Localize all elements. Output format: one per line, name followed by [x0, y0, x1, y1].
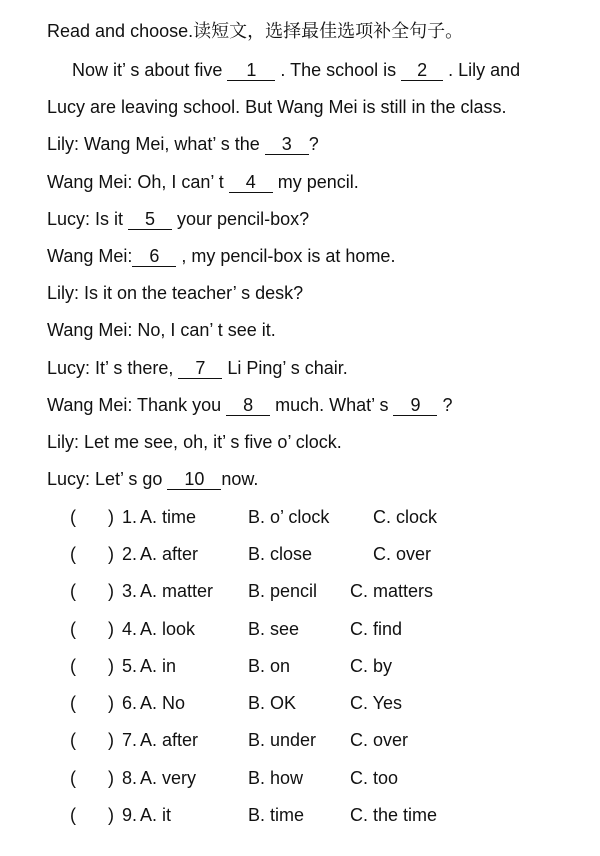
option-c: C. Yes: [350, 693, 403, 713]
question-number: 5.: [122, 656, 138, 676]
answer-paren-open: (: [70, 544, 76, 564]
question-row: [70, 506, 590, 528]
option-a: A. time: [140, 507, 197, 527]
passage-line: [47, 96, 507, 118]
passage-line: [47, 171, 359, 193]
passage-text: Lucy: Let’ s go: [47, 469, 168, 489]
question-row: [70, 543, 590, 565]
passage-text: your pencil-box?: [172, 209, 310, 229]
question-number: 7.: [122, 730, 138, 750]
passage-text: Lucy: Is it: [47, 209, 129, 229]
passage-text: Lily: Let me see, oh, it’ s five o’ clock.: [47, 432, 342, 452]
passage-text: Wang Mei:: [47, 246, 133, 266]
option-b: B. OK: [248, 693, 297, 713]
answer-paren-close: ): [108, 693, 114, 713]
question-number: 6.: [122, 693, 138, 713]
answer-paren-close: ): [108, 730, 114, 750]
passage-line: [47, 245, 395, 267]
option-b: B. close: [248, 544, 313, 564]
option-b: B. see: [248, 619, 300, 639]
answer-paren-close: ): [108, 581, 114, 601]
passage-line: [47, 319, 276, 341]
option-a: A. look: [140, 619, 196, 639]
option-a: A. very: [140, 768, 197, 788]
option-c: C. clock: [373, 507, 438, 527]
answer-paren-open: (: [70, 805, 76, 825]
answer-paren-open: (: [70, 619, 76, 639]
passage-text: , my pencil-box is at home.: [176, 246, 396, 266]
answer-paren-open: (: [70, 693, 76, 713]
passage-text: Lucy: It’ s there,: [47, 358, 179, 378]
passage-line: [47, 133, 319, 155]
question-number: 4.: [122, 619, 138, 639]
passage-text: ?: [308, 134, 319, 154]
blank-4: 4: [229, 173, 273, 193]
blank-2: 2: [401, 61, 443, 81]
passage-line: [47, 282, 303, 304]
blank-6: 6: [132, 247, 176, 267]
passage-line: [72, 59, 520, 81]
question-row: [70, 729, 590, 751]
option-b: B. time: [248, 805, 305, 825]
passage-line: [47, 431, 342, 453]
option-b: B. o’ clock: [248, 507, 330, 527]
question-number: 9.: [122, 805, 138, 825]
passage-line: [47, 468, 258, 490]
passage-text: now.: [221, 469, 259, 489]
option-c: C. over: [373, 544, 432, 564]
blank-9: 9: [393, 396, 437, 416]
option-a: A. after: [140, 730, 199, 750]
answer-paren-close: ): [108, 656, 114, 676]
answer-paren-open: (: [70, 581, 76, 601]
question-row: [70, 618, 590, 640]
passage-text: Li Ping’ s chair.: [222, 358, 348, 378]
passage-line: [47, 208, 309, 230]
passage-text: much. What’ s: [270, 395, 394, 415]
question-row: [70, 804, 590, 826]
question-number: 2.: [122, 544, 138, 564]
passage-text: Lily: Is it on the teacher’ s desk?: [47, 283, 304, 303]
question-number: 3.: [122, 581, 138, 601]
passage-text: . The school is: [275, 60, 402, 80]
option-b: B. on: [248, 656, 291, 676]
blank-8: 8: [226, 396, 270, 416]
question-row: [70, 767, 590, 789]
blank-5: 5: [128, 210, 172, 230]
passage-text: Wang Mei: Thank you: [47, 395, 227, 415]
option-c: C. find: [350, 619, 403, 639]
passage-text: my pencil.: [272, 172, 359, 192]
blank-3: 3: [265, 135, 309, 155]
answer-paren-close: ): [108, 544, 114, 564]
blank-7: 7: [178, 359, 222, 379]
passage-text: ?: [437, 395, 453, 415]
question-number: 1.: [122, 507, 138, 527]
question-row: [70, 580, 590, 602]
option-c: C. the time: [350, 805, 438, 825]
answer-paren-open: (: [70, 656, 76, 676]
answer-paren-open: (: [70, 768, 76, 788]
instruction: Read and choose.读短文，选择最佳选项补全句子。: [47, 21, 464, 41]
option-a: A. in: [140, 656, 177, 676]
passage-line: [47, 394, 452, 416]
question-row: [70, 692, 590, 714]
blank-1: 1: [227, 61, 275, 81]
option-c: C. too: [350, 768, 399, 788]
option-c: C. by: [350, 656, 393, 676]
blank-10: 10: [167, 470, 221, 490]
option-a: A. after: [140, 544, 199, 564]
answer-paren-open: (: [70, 507, 76, 527]
option-c: C. matters: [350, 581, 434, 601]
answer-paren-close: ): [108, 619, 114, 639]
option-a: A. No: [140, 693, 186, 713]
option-a: A. it: [140, 805, 172, 825]
passage-text: . Lily and: [443, 60, 521, 80]
option-b: B. how: [248, 768, 304, 788]
question-row: [70, 655, 590, 677]
answer-paren-close: ): [108, 768, 114, 788]
passage-text: Lucy are leaving school. But Wang Mei is still in the class.: [47, 97, 507, 117]
answer-paren-open: (: [70, 730, 76, 750]
answer-paren-close: ): [108, 507, 114, 527]
answer-paren-close: ): [108, 805, 114, 825]
passage-line: [47, 357, 348, 379]
option-c: C. over: [350, 730, 409, 750]
question-number: 8.: [122, 768, 138, 788]
passage-text: Wang Mei: Oh, I can’ t: [47, 172, 229, 192]
option-b: B. under: [248, 730, 317, 750]
passage-text: Lily: Wang Mei, what’ s the: [47, 134, 265, 154]
passage-text: Now it’ s about five: [72, 60, 228, 80]
passage-text: Wang Mei: No, I can’ t see it.: [47, 320, 276, 340]
option-a: A. matter: [140, 581, 214, 601]
option-b: B. pencil: [248, 581, 318, 601]
